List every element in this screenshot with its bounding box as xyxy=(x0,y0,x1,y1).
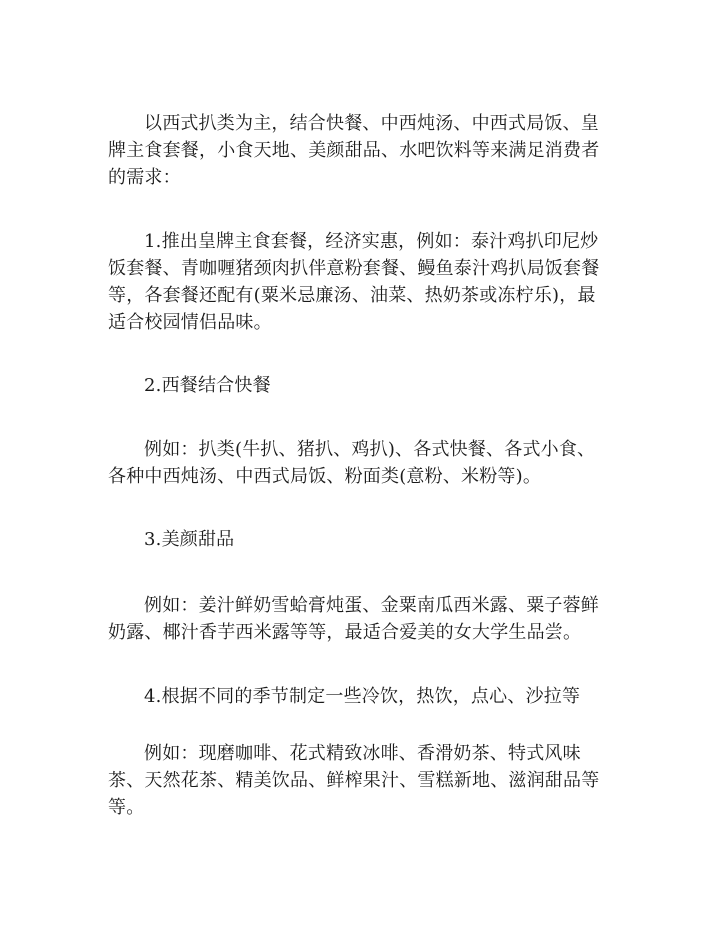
item-4-example-paragraph: 例如：现磨咖啡、花式精致冰啡、香滑奶茶、特式风味茶、天然花茶、精美饮品、鲜榨果汁、雪糕新地、滋润甜品等等。 xyxy=(108,743,600,818)
intro-paragraph: 以西式扒类为主，结合快餐、中西炖汤、中西式局饭、皇牌主食套餐，小食天地、美颜甜品、水吧饮料等来满足消费者的需求： xyxy=(108,113,600,188)
item-3-example-paragraph: 例如：姜汁鲜奶雪蛤膏炖蛋、金粟南瓜西米露、粟子蓉鲜奶露、椰汁香芋西米露等等，最适合爱美的女大学生品尝。 xyxy=(108,595,599,643)
item-2-heading: 2.西餐结合快餐 xyxy=(144,375,271,396)
item-1-paragraph: 1.推出皇牌主食套餐，经济实惠，例如：泰汁鸡扒印尼炒饭套餐、青咖喱猪颈肉扒伴意粉套餐、鳗鱼泰汁鸡扒局饭套餐等，各套餐还配有(粟米忌廉汤、油菜、热奶茶或冻柠乐)，最适合校园情侣品味。 xyxy=(108,231,600,333)
item-4-heading: 4.根据不同的季节制定一些冷饮，热饮，点心、沙拉等 xyxy=(144,686,581,707)
item-3-heading: 3.美颜甜品 xyxy=(144,529,235,550)
item-2-example-paragraph: 例如：扒类(牛扒、猪扒、鸡扒)、各式快餐、各式小食、各种中西炖汤、中西式局饭、粉面类(意粉、米粉等)。 xyxy=(108,439,596,487)
